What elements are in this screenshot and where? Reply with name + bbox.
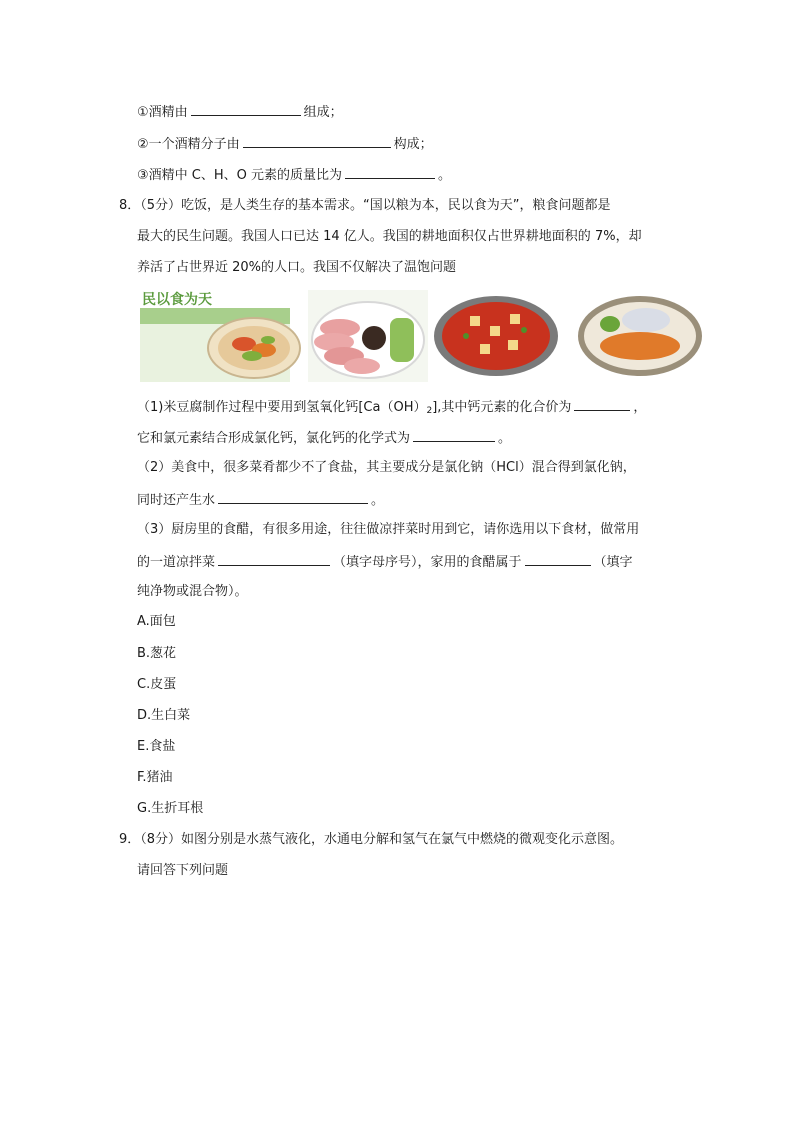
answer-blank-8[interactable] bbox=[525, 551, 591, 566]
q7-line-3 bbox=[137, 164, 451, 186]
answer-blank-4[interactable] bbox=[574, 396, 630, 411]
q8-text-3: 养活了占世界近 20%的人口。我国不仅解决了温饱问题 bbox=[137, 260, 457, 275]
answer-blank-3[interactable] bbox=[345, 164, 435, 179]
answer-blank-1[interactable] bbox=[191, 101, 301, 116]
q7-l1-post: 组成； bbox=[303, 105, 343, 120]
q7-line-2 bbox=[137, 133, 433, 155]
q7-l2-post: 构成； bbox=[393, 137, 433, 152]
q8-part1-line-2 bbox=[137, 427, 511, 449]
q9-text-1: （8分）如图分别是水蒸气液化，水通电分解和氢气在氯气中燃烧的微观变化示意图。 bbox=[140, 832, 624, 847]
q8-p1-text-d: 它和氯元素结合形成氯化钙，氯化钙的化学式为 bbox=[137, 431, 411, 446]
option-f[interactable]: F.猪油 bbox=[137, 770, 173, 785]
banner-text: 民以食为天 bbox=[142, 292, 212, 308]
answer-blank-5[interactable] bbox=[413, 427, 495, 442]
q8-p3-text-a: （3）厨房里的食醋，有很多用途，往往做凉拌菜时用到它，请你选用以下食材，做常用 bbox=[137, 522, 640, 537]
q8-p1-text-a: （1)米豆腐制作过程中要用到氢氧化钙[Ca（OH） bbox=[137, 400, 427, 415]
answer-blank-2[interactable] bbox=[243, 133, 391, 148]
q7-l3-pre: ③酒精中 C、H、O 元素的质量比为 bbox=[137, 168, 343, 183]
food-banner-image bbox=[140, 290, 704, 382]
q8-p3-text-c: （填字母序号），家用的食醋属于 bbox=[333, 555, 522, 570]
q8-p3-text-b: 的一道凉拌菜 bbox=[137, 555, 216, 570]
q9-line-1 bbox=[119, 830, 623, 850]
q7-l3-post: 。 bbox=[438, 168, 452, 183]
q8-p1-text-c: ， bbox=[633, 400, 647, 415]
q9-text-2: 请回答下列问题 bbox=[137, 863, 229, 878]
q8-part2-line-2 bbox=[137, 489, 384, 511]
option-d[interactable]: D.生白菜 bbox=[137, 708, 191, 723]
q8-p1-text-b: ],其中钙元素的化合价为 bbox=[432, 400, 572, 415]
option-a[interactable]: A.面包 bbox=[137, 614, 176, 629]
option-c[interactable]: C.皮蛋 bbox=[137, 677, 177, 692]
q8-p2-text-c: 。 bbox=[371, 493, 385, 508]
q8-part1-line-1 bbox=[137, 396, 646, 421]
answer-blank-7[interactable] bbox=[218, 551, 330, 566]
q8-p2-text-a: （2）美食中，很多菜肴都少不了食盐，其主要成分是氯化钠（HCl）混合得到氯化钠， bbox=[137, 460, 636, 475]
q7-l1-pre: ①酒精由 bbox=[137, 105, 188, 120]
q8-p3-text-d: （填字 bbox=[593, 555, 633, 570]
option-e[interactable]: E.食盐 bbox=[137, 739, 176, 754]
option-b[interactable]: B.葱花 bbox=[137, 646, 177, 661]
q8-p1-text-e: 。 bbox=[498, 431, 512, 446]
q7-line-1 bbox=[137, 101, 343, 123]
subscript-2: 2 bbox=[426, 406, 433, 416]
q8-part3-line-2 bbox=[137, 551, 633, 573]
question-number-8: 8． bbox=[119, 198, 141, 213]
answer-blank-6[interactable] bbox=[218, 489, 368, 504]
q8-line-1 bbox=[119, 196, 611, 216]
q8-text-2: 最大的民生问题。我国人口已达 14 亿人。我国的耕地面积仅占世界耕地面积的 7%，却 bbox=[137, 229, 642, 244]
q7-l2-pre: ②一个酒精分子由 bbox=[137, 137, 240, 152]
q8-text-1: （5分）吃饭，是人类生存的基本需求。“国以粮为本，民以食为天”，粮食问题都是 bbox=[140, 198, 611, 213]
option-g[interactable]: G.生折耳根 bbox=[137, 801, 204, 816]
q8-p3-text-e: 纯净物或混合物）。 bbox=[137, 584, 248, 599]
q8-p2-text-b: 同时还产生水 bbox=[137, 493, 216, 508]
question-number-9: 9． bbox=[119, 832, 141, 847]
